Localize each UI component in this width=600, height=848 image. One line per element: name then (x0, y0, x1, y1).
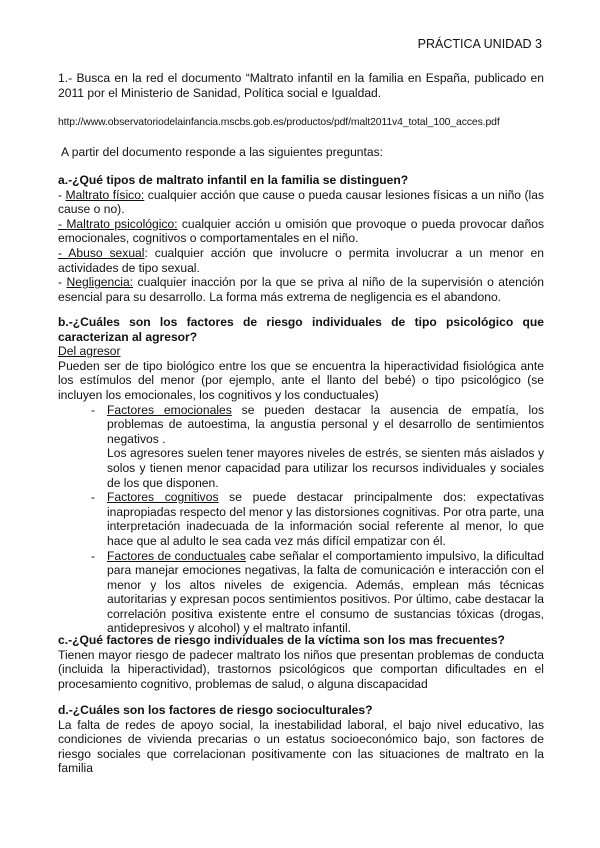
list-item: - Maltrato psicológico: cualquier acción u omisión que provoque o pueda provocar daños emocionales, cognitivos o comportamentales en el niño. (58, 216, 544, 246)
intro-paragraph: 1.- Busca en la red el documento “Maltrato infantil en la familia en España, publicado en 2011 por el Ministerio de Sanidad, Política social e Igualdad. (58, 71, 544, 100)
factor-list (58, 490, 544, 636)
page-header: PRÁCTICA UNIDAD 3 (417, 37, 542, 51)
list-item: - Negligencia: cualquier inacción por la que se priva al niño de la supervisión o atención esencial para su desarrollo. La forma más extrema de negligencia es el abandono. (58, 275, 545, 304)
term-maltrato-fisico: Maltrato físico: (65, 187, 145, 202)
term-negligencia: Negligencia: (66, 275, 134, 290)
question-a-title: a.-¿Qué tipos de maltrato infantil en la familia se distinguen? (58, 173, 409, 187)
instruction-text: A partir del documento responde a las siguientes preguntas: (61, 145, 384, 159)
paragraph: Los agresores suelen tener mayores niveles de estrés, se sienten más aislados y solos y tienen menor capacidad para utilizar los recursos individuales y sociales de los que disponen. (107, 446, 544, 490)
paragraph: Tienen mayor riesgo de padecer maltrato los niños que presentan problemas de conducta (incluida la hiperactividad), trastornos psicológicos que comportan dificultades en el procesamiento cognitivo, problemas de salud, o alguna discapacidad (58, 647, 544, 691)
section-d (58, 703, 544, 776)
section-a (58, 173, 544, 304)
question-b-title: b.-¿Cuáles son los factores de riesgo individuales de tipo psicológico que caracterizan al agresor? (58, 315, 544, 344)
document-url[interactable]: http://www.observatoriodelainfancia.mscbs.gob.es/productos/pdf/malt2011v4_total_100_acces.pdf (58, 117, 500, 128)
list-item: - Factores cognitivos se puede destacar principalmente dos: expectativas inapropiadas respecto del menor y las distorsiones cognitivas. Por otra parte, una interpretación inadecuada de la información social referente al menor, lo que hace que al adulto le sea cada vez más difícil empatizar con él. (58, 490, 544, 548)
section-c (58, 633, 544, 691)
subtitle-agresor: Del agresor (58, 344, 121, 359)
paragraph: Pueden ser de tipo biológico entre los que se encuentra la hiperactividad fisiológica ante los estímulos del menor (por ejemplo, ante el llanto del bebé) o tipo psicológico (se incluyen los emocionales, los cognitivos y los conductuales) (58, 358, 544, 402)
section-b (58, 315, 544, 636)
term-abuso-sexual: Abuso sexual (68, 245, 145, 260)
list-item: - Abuso sexual: cualquier acción que involucre o permita involucrar a un menor en actividades de tipo sexual. (58, 245, 544, 275)
question-c-title: c.-¿Qué factores de riesgo individuales de la víctima son los mas frecuentes? (58, 633, 505, 647)
factor-list (58, 403, 544, 447)
paragraph: La falta de redes de apoyo social, la inestabilidad laboral, el bajo nivel educativo, las condiciones de vivienda precarias o un estatus socioeconómico bajo, son factores de riesgo sociales que correlacionan positivamente con las situaciones de maltrato en la familia (58, 717, 544, 776)
question-d-title: d.-¿Cuáles son los factores de riesgo socioculturales? (58, 703, 373, 717)
list-item: - Maltrato físico: cualquier acción que cause o pueda causar lesiones físicas a un niño (las cause o no). (58, 187, 544, 217)
list-item: - Factores emocionales se pueden destacar la ausencia de empatía, los problemas de autoestima, la angustia personal y el desarrollo de sentimientos negativos . (58, 403, 544, 447)
list-item: - Factores de conductuales cabe señalar el comportamiento impulsivo, la dificultad para manejar emociones negativas, la falta de comunicación e interacción con el menor y los altos niveles de exigencia. Además, emplean más técnicas autoritarias y expresan pocos sentimientos positivos. Por último, cabe destacar la correlación positiva existente entre el consumo de sustancias tóxicas (drogas, antidepresivos y alcohol) y el maltrato infantil. (58, 549, 544, 637)
term-maltrato-psicologico: Maltrato psicológico: (66, 216, 178, 231)
